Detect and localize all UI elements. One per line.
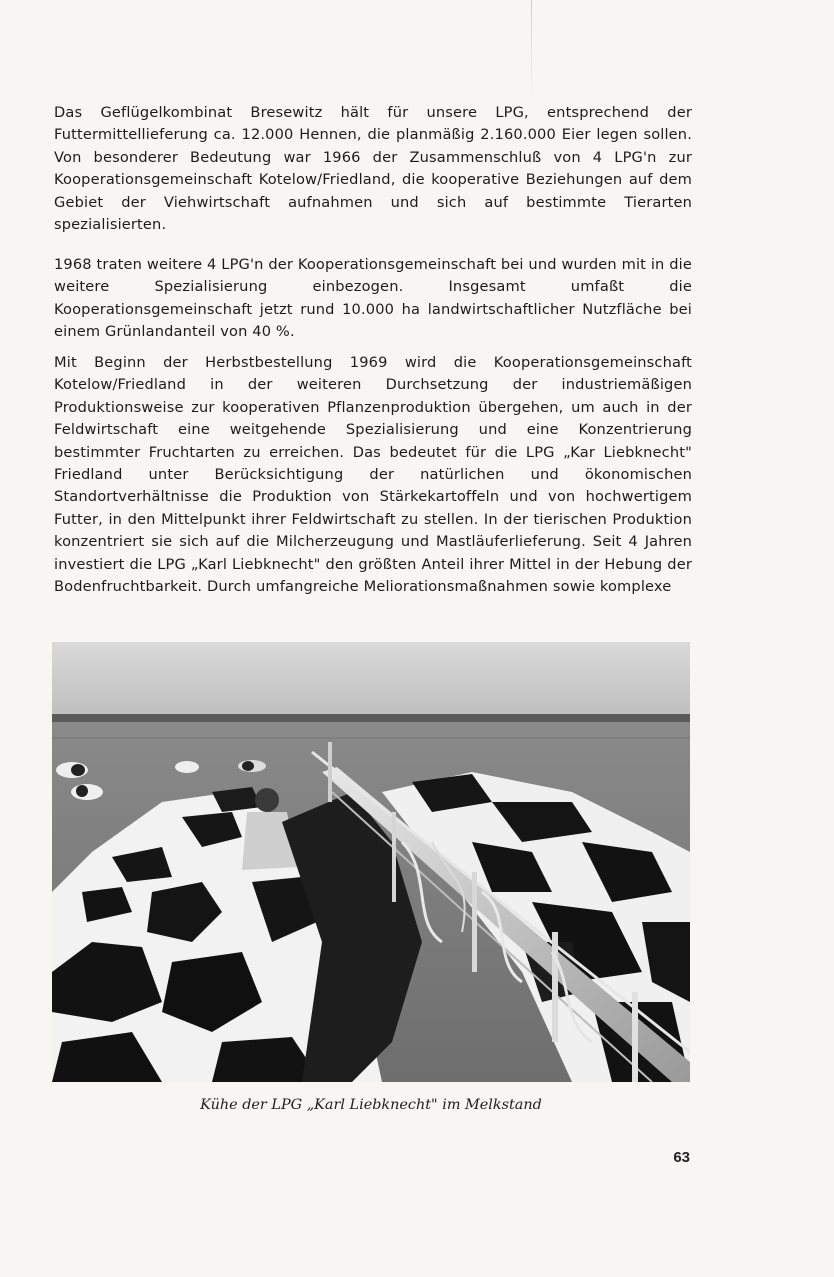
- cows-milking-stand-photo: [52, 642, 690, 1082]
- paragraph-cooperation-expansion: 1968 traten weitere 4 LPG'n der Kooperationsgemeinschaft bei und wurden mit in die weitere Spezialisierung einbezogen. Insgesamt umfaßt die Kooperationsgemeinschaft jetzt rund 10.000 ha landwirtschaftlicher Nutzfläche bei einem Grünlandanteil von 40 %.: [54, 256, 692, 341]
- paragraph-crop-production: Mit Beginn der Herbstbestellung 1969 wird die Kooperationsgemeinschaft Kotelow/Friedland in der weiteren Durchsetzung der industriemäßigen Produktionsweise zur kooperativen Pflanzenproduktion übergehen, um auch in der Feldwirtschaft eine weitgehende Spezialisierung und eine Konzentrierung bestimmter Fruchtarten zu erreichen. Das bedeutet für die LPG „Kar Liebknecht" Friedland unter Berücksichtigung der natürlichen und ökonomischen Standortverhältnisse die Produktion von Stärkekartoffeln und von hochwertigem Futter, in den Mittelpunkt ihrer Feldwirtschaft zu stellen. In der tierischen Produktion konzentriert sie sich auf die Milcherzeugung und Mastläuferlieferung. Seit 4 Jahren investiert die LPG „Karl Liebknecht" den größten Anteil ihrer Mittel in der Hebung der Bodenfruchtbarkeit. Durch umfangreiche Meliorationsmaßnahmen sowie komplexe: [54, 354, 692, 596]
- paragraph-poultry-cooperation: Das Geflügelkombinat Bresewitz hält für unsere LPG, entsprechend der Futtermittellieferung ca. 12.000 Hennen, die planmäßig 2.160.000 Eier legen sollen. Von besonderer Bedeutung war 1966 der Zusammenschluß von 4 LPG'n zur Kooperationsgemeinschaft Kotelow/Friedland, die kooperative Beziehungen auf dem Gebiet der Viehwirtschaft aufnahmen und sich auf bestimmte Tierarten spezialisierten.: [54, 104, 692, 234]
- page-number: 63: [673, 1149, 690, 1166]
- photo-caption: Kühe der LPG „Karl Liebknecht" im Melkstand: [200, 1097, 542, 1113]
- page-fold-mark: [531, 0, 532, 100]
